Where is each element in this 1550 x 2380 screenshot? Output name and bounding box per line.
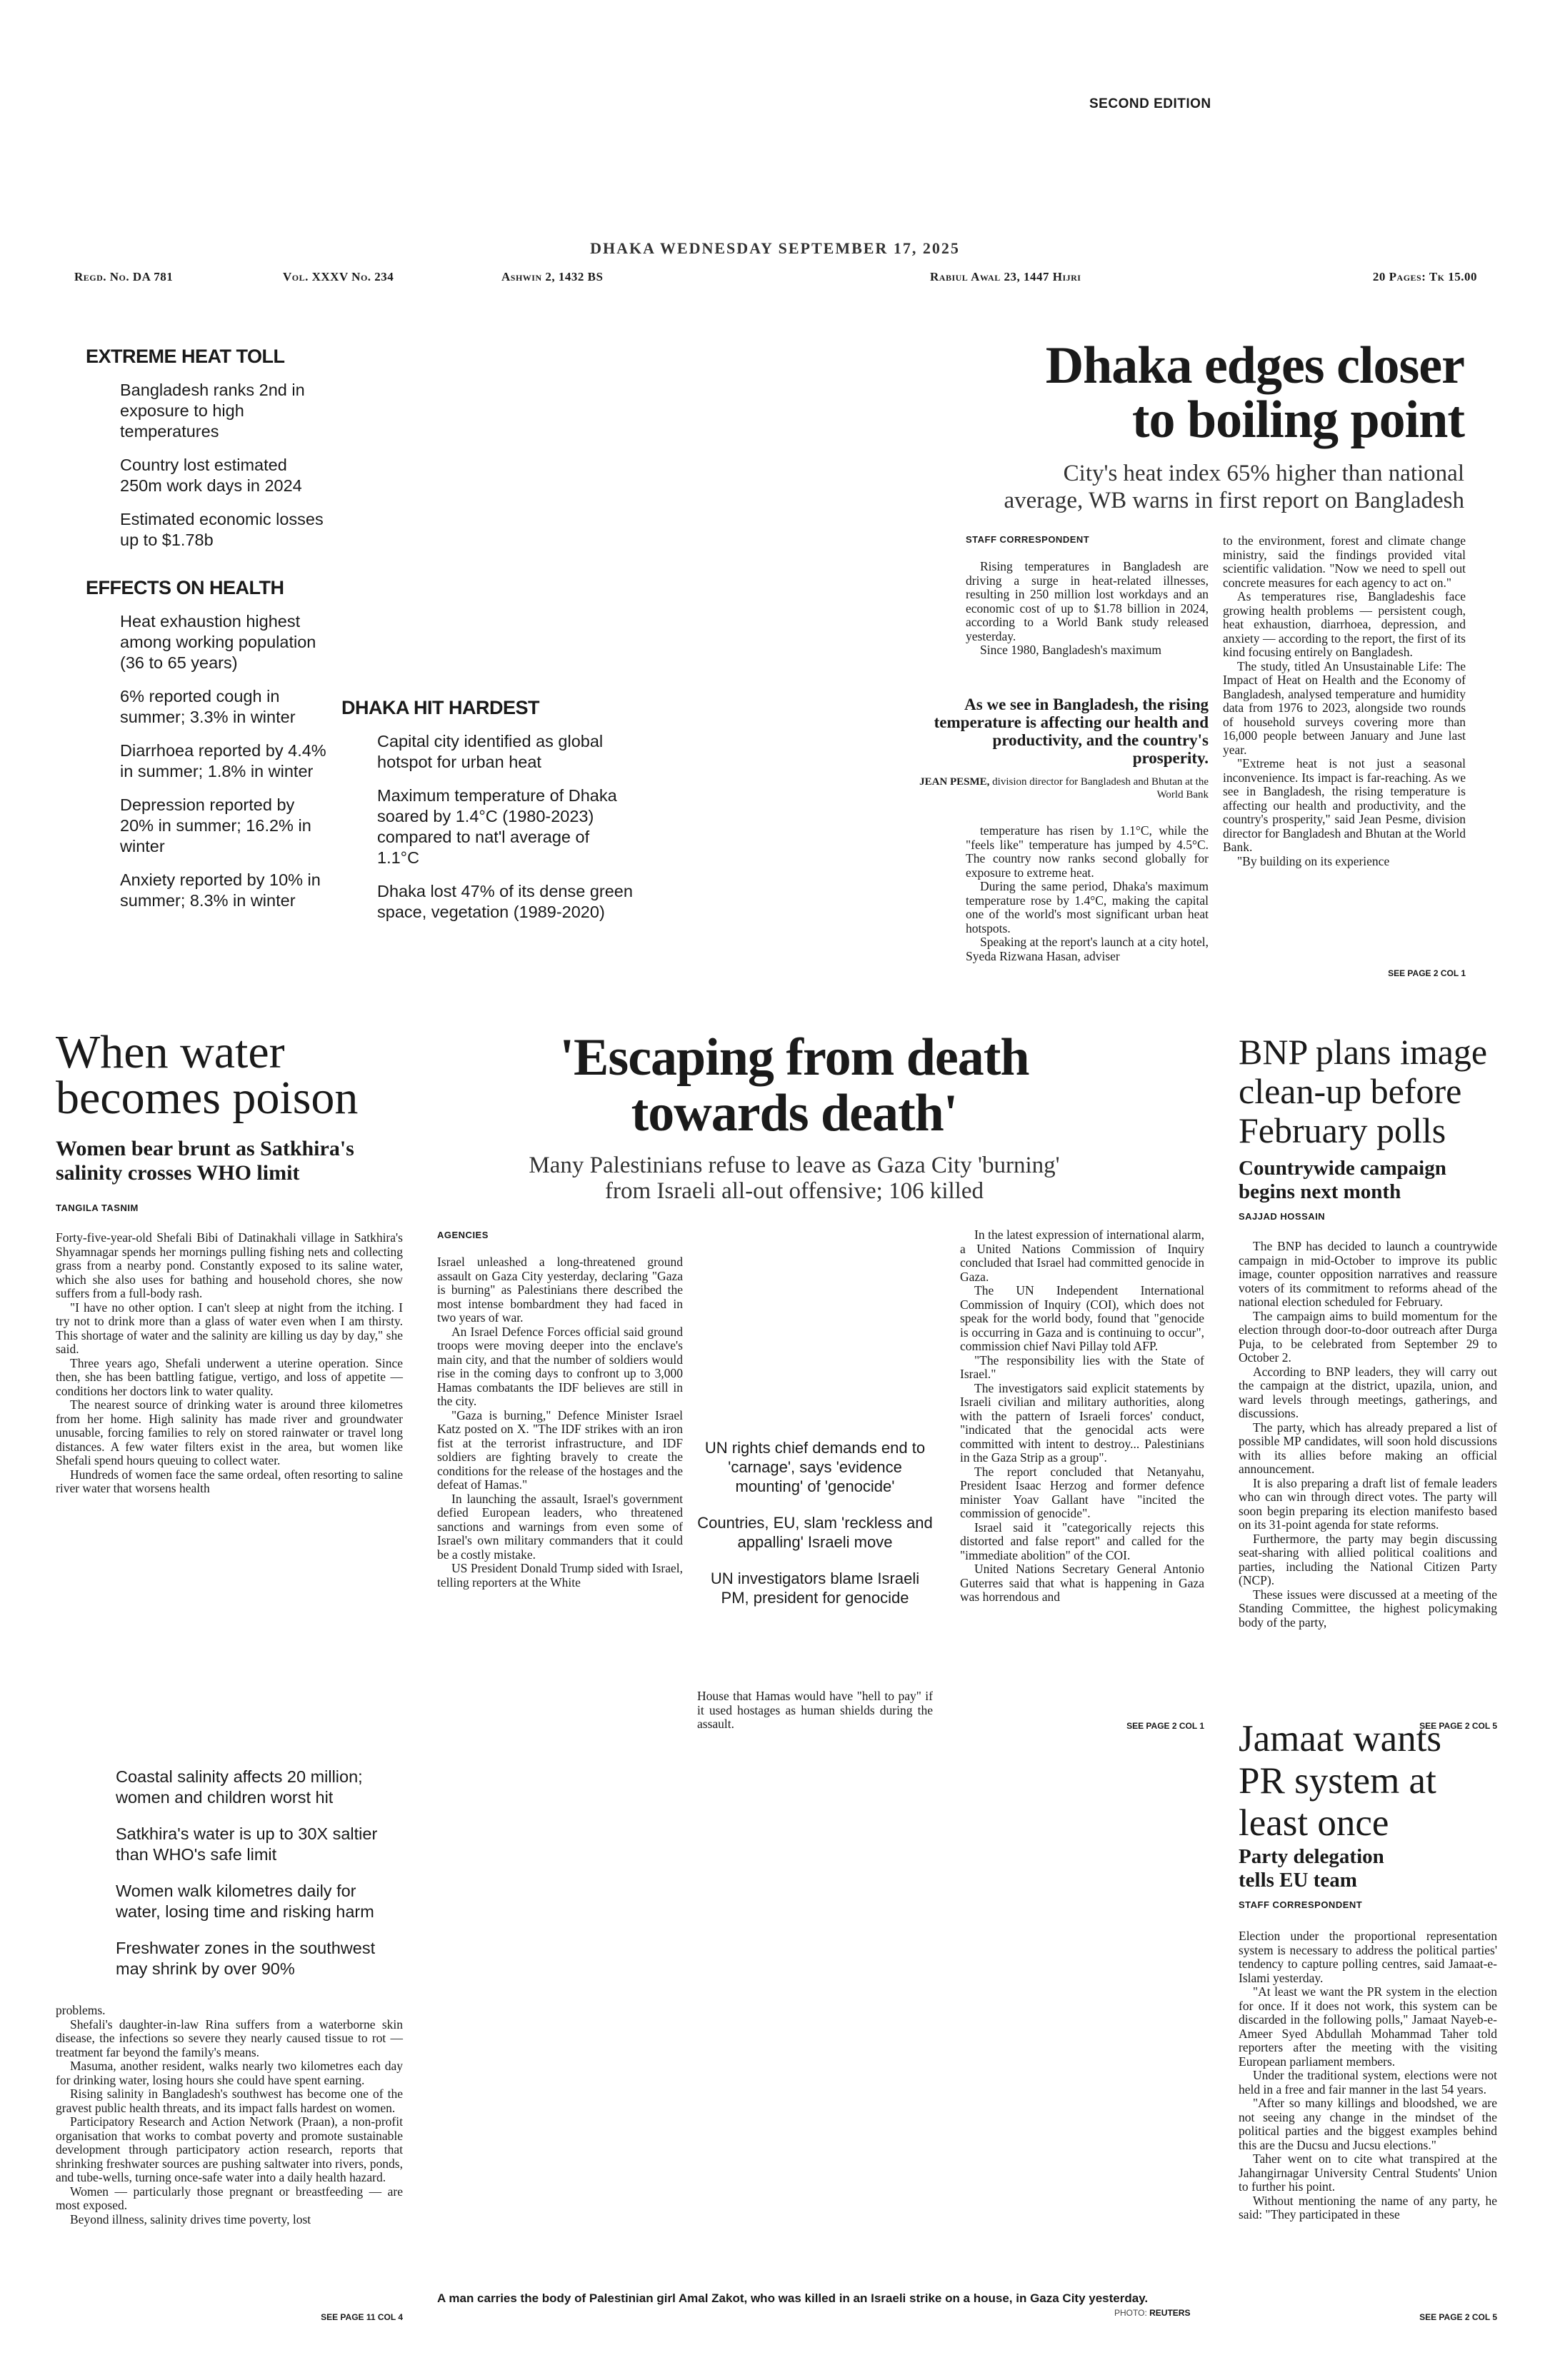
list-item: Countries, EU, slam 'reckless and appalling' Israeli move (697, 1514, 933, 1551)
heat-toll-heading: EXTREME HEAT TOLL (86, 346, 285, 367)
jamaat-jump-link[interactable]: SEE PAGE 2 COL 5 (1419, 2312, 1497, 2322)
edition-label: SECOND EDITION (1089, 96, 1211, 111)
list-item: Diarrhoea reported by 4.4% in summer; 1.8% in winter (120, 741, 326, 780)
list-item: Heat exhaustion highest among working population (36 to 65 years) (120, 612, 316, 672)
lead-body-col2: to the environment, forest and climate change ministry, said the findings provided vital scientific validation. "Now we need to spell out concrete measures for each agency to act on." As temperatures rise, Bangladeshis face growing health problems — persistent cough, heat exhaustion, diarrhoea, depression, and anxiety — according to the report, the first of its kind focusing entirely on Bangladesh. The study, titled An Unsustainable Life: The Impact of Heat on Health and the Economy of Bangladesh, analysed temperature and humidity data from 1976 to 2023, alongside two rounds of household surveys covering more than 16,000 people between January and June last year. "Extreme heat is not just a seasonal inconvenience. Its impact is far-reaching. As we see in Bangladesh, the rising temperature is affecting our health and productivity, and the country's prosperity," said Jean Pesme, division director for Bangladesh and Bhutan at the World Bank. "By building on its experience (1223, 533, 1466, 868)
heat-toll-list (120, 380, 327, 563)
photo-credit: PHOTO: REUTERS (1114, 2308, 1191, 2318)
list-item: Capital city identified as global hotspot for urban heat (377, 732, 604, 771)
dhaka-hardest-heading: DHAKA HIT HARDEST (341, 697, 539, 718)
water-subheadline: Women bear brunt as Satkhira's salinity crosses WHO limit (56, 1137, 354, 1185)
hijri-date: Rabiul Awal 23, 1447 Hijri (930, 270, 1081, 283)
jamaat-body: Election under the proportional representation system is necessary to address the political parties' tendency to capture polling centres, said Jamaat-e-Islami yesterday. "At least we want the PR system in the election for once. If it does not work, this system can be discarded in the following polls," Jamaat Nayeb-e-Ameer Syed Abdullah Mohammad Taher told reporters after the meeting with the visiting European parliament members. Under the traditional system, elections were not held in a free and fair manner in the last 54 years. "After so many killings and bloodshed, we are not seeing any change in the mindset of the political parties and the biggest examples behind this are the Ducsu and Jucsu elections." Taher went on to cite what transpired at the Jahangirnagar University Central Students' Union to further his point. Without mentioning the name of any party, he said: "They participated in these (1239, 1929, 1497, 2221)
pages-price: 20 Pages: Tk 15.00 (1372, 270, 1477, 283)
lead-body-col1-top: Rising temperatures in Bangladesh are driving a surge in heat-related illnesses, resulting in 250 million lost workdays and an economic cost of up to $1.78 billion in 2024, according to a World Bank study released yesterday. Since 1980, Bangladesh's maximum (966, 559, 1209, 657)
list-item: Satkhira's water is up to 30X saltier than WHO's safe limit (116, 1824, 378, 1864)
lead-headline[interactable]: Dhaka edges closer to boiling point (1045, 336, 1464, 449)
water-body-bottom: problems. Shefali's daughter-in-law Rina suffers from a waterborne skin disease, the infections so severe they nearly caused tissue to rot — treatment far beyond the family's means. Masuma, another resident, walks nearly two kilometres each day for drinking water, losing hours she could have spent earning. Rising salinity in Bangladesh's southwest has become one of the gravest public health threats, and its impact falls hardest on women. Participatory Research and Action Network (Praan), a non-profit organisation that works to combat poverty and promote sustainable development through participatory action research, reports that shrinking freshwater sources are pushing saltwater into rivers, ponds, and tube-wells, turning once-safe water into a daily health hazard. Women — particularly those pregnant or breastfeeding — are most exposed. Beyond illness, salinity drives time poverty, lost (56, 2003, 403, 2226)
dhaka-hardest-list (377, 731, 634, 935)
lead-byline: STAFF CORRESPONDENT (966, 534, 1090, 545)
list-item: 6% reported cough in summer; 3.3% in winter (120, 687, 296, 726)
bnp-body: The BNP has decided to launch a countrywide campaign in mid-October to improve its public image, counter opposition narratives and reassure voters of its commitment to reforms ahead of the national election scheduled for February. The campaign aims to build momentum for the election through door-to-door outreach after Durga Puja, to be celebrated from September 29 to October 2. According to BNP leaders, they will carry out the campaign at the district, upazila, union, and ward levels through meetings, gatherings, and discussions. The party, which has already prepared a list of possible MP candidates, will soon hold discussions with its allies before making an official announcement. It is also preparing a draft list of female leaders who can win through direct votes. The party will soon begin preparing its election manifesto based on its 31-point agenda for state reforms. Furthermore, the party may begin discussing seat-sharing with allied political coalitions and parties, including the National Citizen Party (NCP). These issues were discussed at a meeting of the Standing Committee, the highest policymaking body of the party, (1239, 1239, 1497, 1630)
lead-deck: City's heat index 65% higher than national average, WB warns in first report on Bangladesh (1004, 461, 1464, 513)
bnp-jump-link[interactable]: SEE PAGE 2 COL 5 (1419, 1721, 1497, 1731)
jamaat-byline: STAFF CORRESPONDENT (1239, 1899, 1363, 1910)
gaza-body-col3: In the latest expression of international alarm, a United Nations Commission of Inquiry concluded that Israel had committed genocide in Gaza. The UN Independent International Commission of Inquiry (COI), which does not speak for the world body, found that "genocide is occurring in Gaza and is continuing to occur", commission chief Navi Pillay told AFP. "The responsibility lies with the State of Israel." The investigators said explicit statements by Israeli civilian and military authorities, along with the pattern of Israeli forces' conduct, "indicated that the genocidal acts were committed with intent to destroy... Palestinians in the Gaza Strip as a group". The report concluded that Netanyahu, President Isaac Herzog and former defence minister Yoav Gallant have "incited the commission of genocide". Israel said it "categorically rejects this distorted and false report" and called for the "immediate abolition" of the COI. United Nations Secretary General Antonio Guterres said that what is happening in Gaza was horrendous and (960, 1227, 1204, 1604)
list-item: Anxiety reported by 10% in summer; 8.3% in winter (120, 870, 321, 910)
gaza-body-col2-bottom: House that Hamas would have "hell to pay" if it used hostages as human shields during the assault. (697, 1689, 933, 1731)
dateline: DHAKA WEDNESDAY SEPTEMBER 17, 2025 (590, 239, 960, 257)
list-item: Depression reported by 20% in summer; 16.2% in winter (120, 795, 311, 855)
lead-pull-attribution: JEAN PESME, division director for Bangladesh and Bhutan at the World Bank (919, 776, 1209, 800)
list-item: UN rights chief demands end to 'carnage', says 'evidence mounting' of 'genocide' (704, 1439, 926, 1495)
list-item: Maximum temperature of Dhaka soared by 1.4°C (1980-2023) compared to nat'l average of 1.1°C (377, 786, 617, 867)
gaza-jump-link[interactable]: SEE PAGE 2 COL 1 (1126, 1721, 1204, 1731)
lead-pull-quote: As we see in Bangladesh, the rising temperature is affecting our health and productivity, and the country's prosperity. (934, 696, 1209, 767)
list-item: Dhaka lost 47% of its dense green space, vegetation (1989-2020) (377, 882, 633, 921)
water-byline: TANGILA TASNIM (56, 1202, 139, 1213)
water-jump-link[interactable]: SEE PAGE 11 COL 4 (321, 2312, 403, 2322)
list-item: Coastal salinity affects 20 million; women and children worst hit (116, 1767, 363, 1807)
gaza-headline[interactable]: 'Escaping from death towards death' (559, 1028, 1029, 1143)
lead-jump-link[interactable]: SEE PAGE 2 COL 1 (1388, 968, 1466, 978)
list-item: Country lost estimated 250m work days in 2024 (120, 456, 302, 495)
health-effects-list (120, 611, 327, 924)
list-item: Bangladesh ranks 2nd in exposure to high temperatures (120, 381, 305, 441)
water-headline[interactable]: When water becomes poison (56, 1026, 359, 1124)
health-effects-heading: EFFECTS ON HEALTH (86, 577, 284, 598)
volume-number: Vol. XXXV No. 234 (283, 270, 394, 283)
bnp-byline: SAJJAD HOSSAIN (1239, 1211, 1326, 1222)
water-body-top: Forty-five-year-old Shefali Bibi of Datinakhali village in Satkhira's Shyamnagar spends her mornings pulling fishing nets and collecting grass from a nearby pond. Constantly exposed to its saline water, which she also uses for bathing and household chores, she now suffers from a full-body rash. "I have no other option. I can't sleep at night from the itching. I try not to drink more than a glass of water even when I am thirsty. This shortage of water and the salinity are killing us day by day," she said. Three years ago, Shefali underwent a uterine operation. Since then, she has been battling fatigue, vertigo, and loss of appetite — conditions her doctors link to water quality. The nearest source of drinking water is around three kilometres from her home. High salinity has made river and groundwater unusable, forcing families to rely on stored rainwater or travel long distances. A few water filters exist in the area, but women like Shefali spend hours queuing to collect water. Hundreds of women face the same ordeal, often resorting to saline river water that worsens health (56, 1230, 403, 1495)
jamaat-subheadline: Party delegation tells EU team (1239, 1845, 1384, 1892)
salinity-facts-list (116, 1767, 387, 1995)
gaza-highlights-box (697, 1438, 933, 1625)
bangla-date: Ashwin 2, 1432 BS (501, 270, 604, 283)
gaza-body-col1: Israel unleashed a long-threatened ground assault on Gaza City yesterday, declaring "Gaza is burning" as Palestinians there described the most intense bombardment they had faced in two years of war. An Israel Defence Forces official said ground troops were moving deeper into the enclave's main city, and that the number of soldiers would rise in the coming days to confront up to 3,000 Hamas combatants the IDF believes are still in the city. "Gaza is burning," Defence Minister Israel Katz posted on X. "The IDF strikes with an iron fist at the terrorist infrastructure, and IDF soldiers are fighting bravely to create the conditions for the release of the hostages and the defeat of Hamas." In launching the assault, Israel's government defied European leaders, who threatened sanctions and warnings from even some of Israel's own military commanders that it could be a costly mistake. US President Donald Trump sided with Israel, telling reporters at the White (437, 1255, 683, 1590)
bnp-subheadline: Countrywide campaign begins next month (1239, 1157, 1446, 1203)
list-item: Women walk kilometres daily for water, losing time and risking harm (116, 1882, 374, 1921)
list-item: UN investigators blame Israeli PM, president for genocide (710, 1570, 920, 1607)
lead-body-col1-bottom: temperature has risen by 1.1°C, while the "feels like" temperature has jumped by 4.5°C. The country now ranks second globally for exposure to extreme heat. During the same period, Dhaka's maximum temperature rose by 1.4°C, making the capital one of the world's most significant urban heat hotspots. Speaking at the report's launch at a city hotel, Syeda Rizwana Hasan, adviser (966, 823, 1209, 963)
jamaat-headline[interactable]: Jamaat wants PR system at least once (1239, 1718, 1442, 1844)
gaza-deck: Many Palestinians refuse to leave as Gaza City 'burning' from Israeli all-out offensive; 106 killed (529, 1153, 1060, 1204)
list-item: Freshwater zones in the southwest may shrink by over 90% (116, 1939, 376, 1978)
list-item: Estimated economic losses up to $1.78b (120, 510, 324, 549)
gaza-byline: AGENCIES (437, 1230, 489, 1240)
photo-caption: A man carries the body of Palestinian girl Amal Zakot, who was killed in an Israeli strike on a house, in Gaza City yesterday. (437, 2291, 1149, 2305)
registration-number: Regd. No. DA 781 (74, 270, 174, 283)
bnp-headline[interactable]: BNP plans image clean-up before February polls (1239, 1032, 1488, 1150)
